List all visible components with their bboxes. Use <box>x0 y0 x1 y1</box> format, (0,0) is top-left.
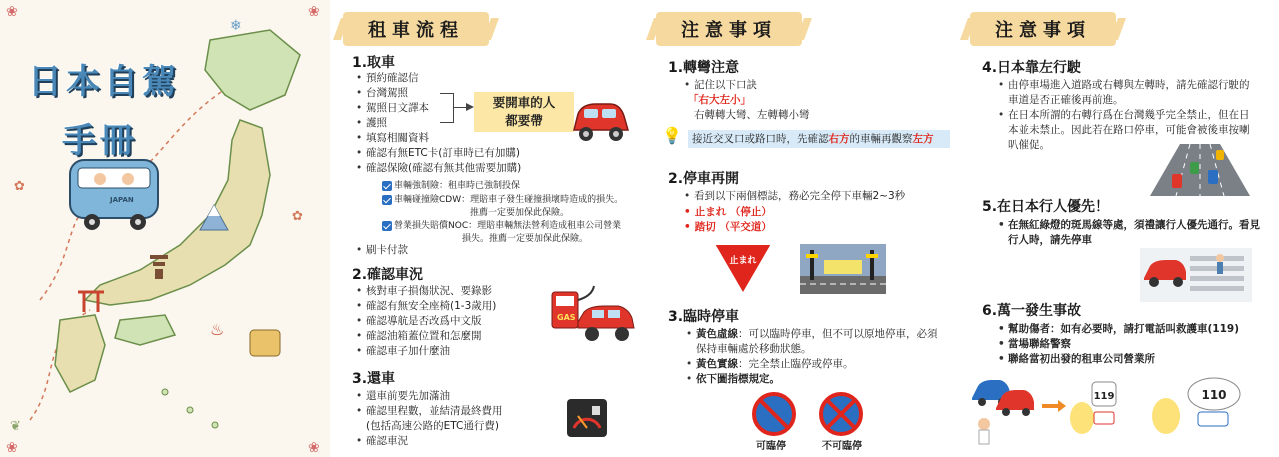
list-item: • 確認有無安全座椅(1-3歲用) <box>366 299 496 314</box>
list-item: • 還車前要先加滿油 <box>366 389 450 404</box>
phone-call-110-icon <box>1152 378 1240 434</box>
sign-caption-no-stopping: 不可臨停 <box>822 441 862 452</box>
insurance-line: 損失。推薦一定要加保此保險。 <box>462 234 589 244</box>
stop-sign-icon <box>712 242 774 296</box>
svg-text:✿: ✿ <box>292 209 303 224</box>
list-item: • 核對車子損傷狀況、要錄影 <box>366 284 492 299</box>
cover-title-line2: 手冊 <box>62 121 138 161</box>
list-item: • 在日本所謂的右轉行爲在台灣幾乎完全禁止，但在日 <box>1008 108 1250 123</box>
list-item: • 刷卡付款 <box>366 243 408 258</box>
insurance-line: 車輛碰撞險CDW：理賠車子發生碰撞損壞時造成的損失。 <box>394 195 624 205</box>
section-return-title: 3.還車 <box>352 371 396 387</box>
need-box-line1: 要開車的人 <box>492 95 556 110</box>
list-item-cont: 叭催促。 <box>1008 139 1050 151</box>
header-notes-2: 注意事項 <box>970 12 1116 46</box>
list-item: • 確認有無ETC卡(訂車時已有加購) <box>366 146 520 161</box>
svg-text:❀: ❀ <box>6 440 18 456</box>
highway-illustration <box>1150 144 1250 196</box>
list-item: • 確認車子加什麼油 <box>366 344 450 359</box>
stop-sign-text: 止まれ <box>729 256 757 266</box>
cover-title-line1: 日本自駕 <box>28 62 180 102</box>
list-item: • 預約確認信 <box>366 71 419 86</box>
fuel-gauge-icon <box>566 398 608 438</box>
list-item-cont: 行人時，請先停車 <box>1008 234 1092 246</box>
list-item: • 黃色實線：完全禁止臨停或停車。 <box>696 357 854 372</box>
turning-rule: 「右大左小」 <box>688 94 751 106</box>
checkbox-icon <box>382 195 392 205</box>
arrow-head-icon <box>466 103 474 111</box>
crossing-sign-label: • 踏切 （平交道） <box>684 221 772 233</box>
svg-text:♨: ♨ <box>210 320 225 339</box>
list-item: • 聯絡當初出發的租車公司營業所 <box>1008 352 1155 367</box>
section-pickup-title: 1.取車 <box>352 55 396 71</box>
list-item: • 駕照日文譯本 <box>366 101 429 116</box>
phone-call-119-icon <box>1070 382 1116 434</box>
svg-text:❀: ❀ <box>6 4 18 20</box>
list-item: • 確認油箱蓋位置和怎麼開 <box>366 329 482 344</box>
crashed-cars-icon <box>972 380 1034 444</box>
tip-mid: 的車輛再觀察 <box>849 133 913 145</box>
insurance-line: 推薦一定要加保此保險。 <box>470 208 570 218</box>
section-check-title: 2.確認車況 <box>352 267 424 283</box>
section-stop-title: 2.停車再開 <box>668 171 740 187</box>
list-item: • 確認里程數，並結清最終費用 <box>366 404 503 419</box>
turning-rule-detail: 右轉轉大彎、左轉轉小彎 <box>694 109 810 121</box>
list-item: • 記住以下口訣 <box>694 78 757 93</box>
list-item: • 當場聯絡警察 <box>1008 337 1071 352</box>
checkbox-icon <box>382 221 392 231</box>
list-item: • 護照 <box>366 116 387 131</box>
svg-text:❄: ❄ <box>230 18 242 34</box>
header-rental-process: 租車流程 <box>343 12 489 46</box>
list-item-note: (包括高速公路的ETC通行費) <box>366 420 499 432</box>
svg-text:110: 110 <box>1201 388 1227 402</box>
list-item: • 依下圖指標規定。 <box>696 372 780 387</box>
tip-prefix: 接近交叉口或路口時，先確認 <box>692 133 829 145</box>
list-item: • 由停車場進入道路或右轉與左轉時，請先確認行駛的 <box>1008 78 1250 93</box>
list-item-cont: 本並未禁止。因此若在路口停車，可能會被後車按喇 <box>1008 124 1250 136</box>
list-item: • 確認車況 <box>366 434 408 449</box>
need-license-box <box>474 92 574 132</box>
stop-sign-label: • 止まれ （停止） <box>684 206 772 218</box>
no-stopping-sign-icon <box>819 392 863 436</box>
no-parking-sign-icon <box>752 392 796 436</box>
need-box-line2: 都要帶 <box>505 113 543 128</box>
gas-station-icon <box>548 282 638 352</box>
list-item: • 填寫相關資料 <box>366 131 429 146</box>
lightbulb-icon: 💡 <box>662 126 682 145</box>
section-temp-parking-title: 3.臨時停車 <box>668 309 740 325</box>
railroad-crossing-image <box>800 244 886 294</box>
section-pedestrian-title: 5.在日本行人優先！ <box>982 199 1110 215</box>
tip-box <box>688 130 950 148</box>
red-car-icon <box>566 100 632 146</box>
bracket-line <box>440 93 454 123</box>
tip-left: 左方 <box>912 133 934 145</box>
svg-text:❦: ❦ <box>10 419 21 434</box>
list-item: • 確認導航是否改爲中文版 <box>366 314 482 329</box>
crosswalk-illustration <box>1140 248 1252 302</box>
tip-right: 右方 <box>828 133 850 145</box>
list-item: • 看到以下兩個標誌，務必完全停下車輛2~3秒 <box>694 189 905 204</box>
list-item: • 台灣駕照 <box>366 86 408 101</box>
section-keep-left-title: 4.日本靠左行駛 <box>982 60 1082 76</box>
svg-text:❀: ❀ <box>308 4 320 20</box>
insurance-line: 營業損失賠償NOC：理賠車輛無法營利造成租車公司營業 <box>394 221 622 231</box>
svg-text:❀: ❀ <box>308 440 320 456</box>
list-item: • 確認保險(確認有無其他需要加購) <box>366 161 521 176</box>
svg-text:119: 119 <box>1093 391 1115 402</box>
list-item: • 黃色虛線：可以臨時停車，但不可以原地停車，必須 <box>696 327 938 342</box>
insurance-line: 車輛強制險：租車時已強制投保 <box>394 181 521 191</box>
list-item-cont: 保持車輛處於移動狀態。 <box>696 343 812 355</box>
bus-label: JAPAN <box>110 196 134 204</box>
svg-text:✿: ✿ <box>14 179 25 194</box>
section-turning-title: 1.轉彎注意 <box>668 60 740 76</box>
list-item-cont: 車道是否正確後再前進。 <box>1008 94 1124 106</box>
bus-icon <box>70 160 158 230</box>
list-item: • 幫助傷者：如有必要時，請打電話叫救護車(119) <box>1008 322 1239 337</box>
list-item: • 在無紅綠燈的斑馬線等處，須禮讓行人優先通行。看見 <box>1008 218 1260 233</box>
accident-illustration <box>970 372 1250 446</box>
gas-label: GAS <box>557 313 576 322</box>
sign-caption-temporary: 可臨停 <box>756 441 786 452</box>
checkbox-icon <box>382 181 392 191</box>
cover-panel <box>0 0 330 457</box>
header-notes-1: 注意事項 <box>656 12 802 46</box>
section-accident-title: 6.萬一發生事故 <box>982 303 1082 319</box>
